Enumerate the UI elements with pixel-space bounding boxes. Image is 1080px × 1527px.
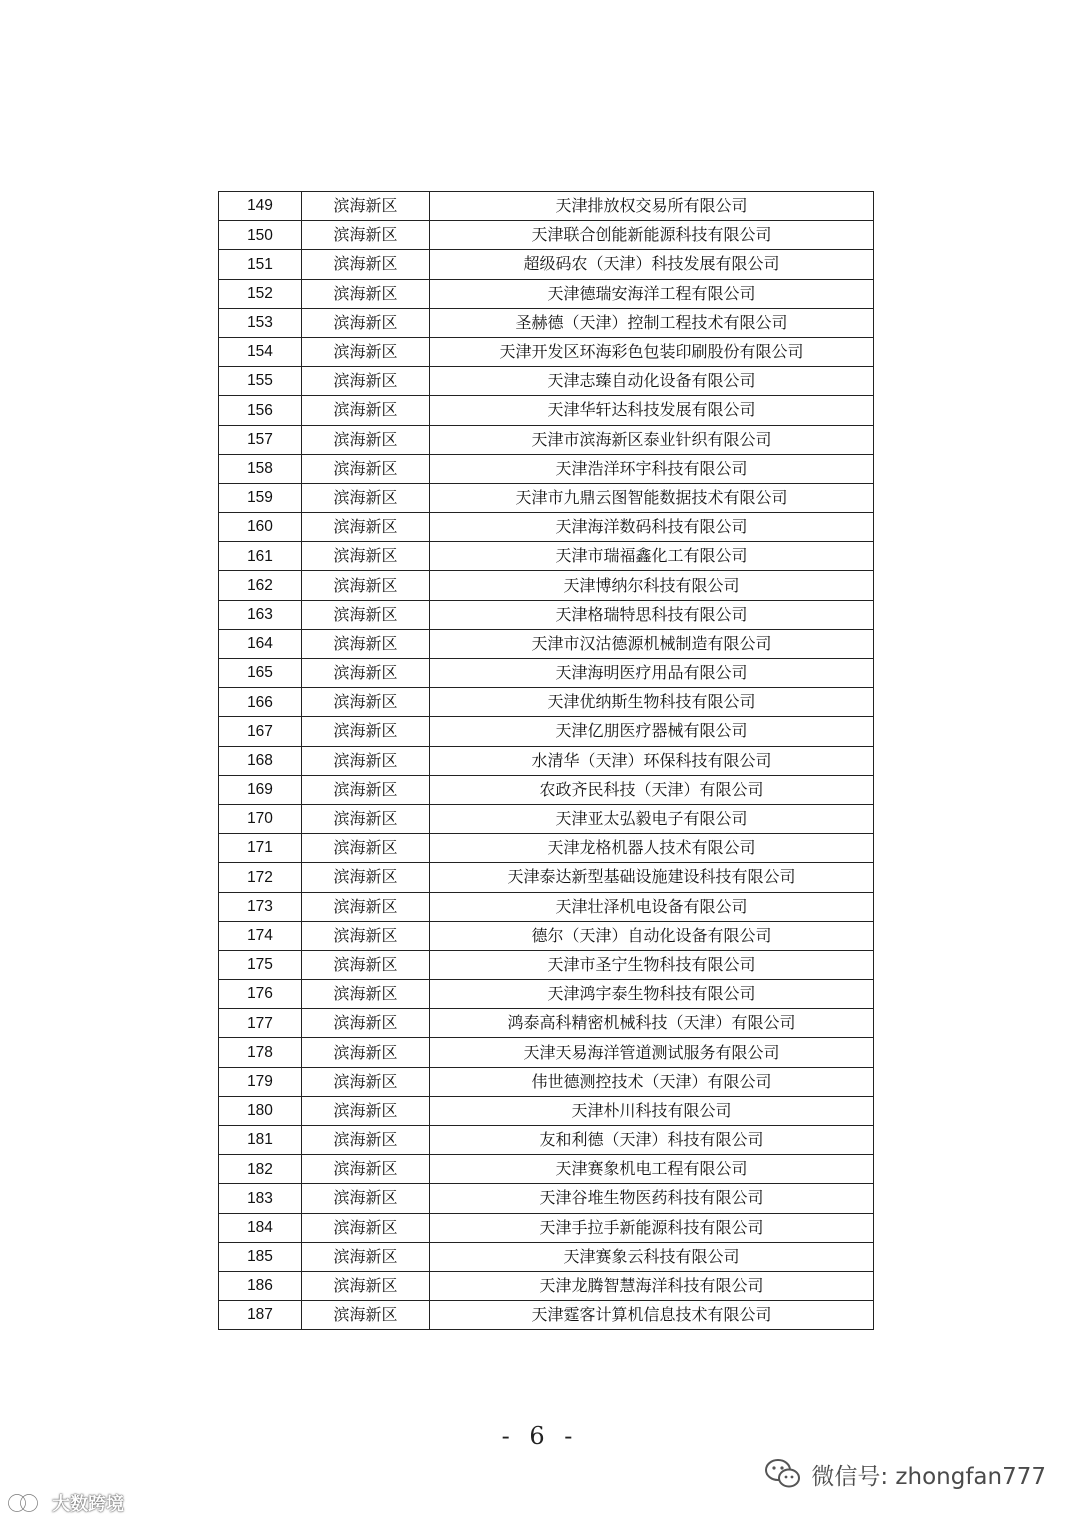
row-number-cell: 179 (219, 1067, 302, 1096)
district-cell: 滨海新区 (302, 688, 430, 717)
district-cell: 滨海新区 (302, 308, 430, 337)
row-number-cell: 173 (219, 892, 302, 921)
row-number-cell: 174 (219, 921, 302, 950)
table-row (219, 1126, 874, 1155)
district-cell: 滨海新区 (302, 1242, 430, 1271)
row-number-cell: 186 (219, 1271, 302, 1300)
row-number-cell: 168 (219, 746, 302, 775)
row-number-cell: 165 (219, 659, 302, 688)
wechat-icon (763, 1457, 803, 1491)
page-number: - 6 - (501, 1422, 579, 1450)
table-row (219, 921, 874, 950)
table-row (219, 1213, 874, 1242)
district-cell: 滨海新区 (302, 250, 430, 279)
table-row (219, 1009, 874, 1038)
table-row (219, 279, 874, 308)
company-name-cell: 天津手拉手新能源科技有限公司 (430, 1213, 874, 1242)
district-cell: 滨海新区 (302, 396, 430, 425)
table-row (219, 600, 874, 629)
district-cell: 滨海新区 (302, 542, 430, 571)
district-cell: 滨海新区 (302, 804, 430, 833)
row-number-cell: 155 (219, 367, 302, 396)
table-row (219, 1301, 874, 1330)
row-number-cell: 177 (219, 1009, 302, 1038)
row-number-cell: 151 (219, 250, 302, 279)
row-number-cell: 163 (219, 600, 302, 629)
row-number-cell: 184 (219, 1213, 302, 1242)
company-name-cell: 天津霆客计算机信息技术有限公司 (430, 1301, 874, 1330)
district-cell: 滨海新区 (302, 1126, 430, 1155)
company-name-cell: 天津朴川科技有限公司 (430, 1096, 874, 1125)
table-row (219, 629, 874, 658)
district-cell: 滨海新区 (302, 1038, 430, 1067)
company-name-cell: 天津排放权交易所有限公司 (430, 192, 874, 221)
company-name-cell: 天津市汉沽德源机械制造有限公司 (430, 629, 874, 658)
district-cell: 滨海新区 (302, 1009, 430, 1038)
table-row (219, 571, 874, 600)
company-name-cell: 超级码农（天津）科技发展有限公司 (430, 250, 874, 279)
table-row (219, 192, 874, 221)
company-name-cell: 天津海洋数码科技有限公司 (430, 513, 874, 542)
table-row (219, 863, 874, 892)
row-number-cell: 171 (219, 834, 302, 863)
table-row (219, 804, 874, 833)
district-cell: 滨海新区 (302, 600, 430, 629)
company-name-cell: 水清华（天津）环保科技有限公司 (430, 746, 874, 775)
row-number-cell: 157 (219, 425, 302, 454)
row-number-cell: 182 (219, 1155, 302, 1184)
row-number-cell: 183 (219, 1184, 302, 1213)
company-name-cell: 圣赫德（天津）控制工程技术有限公司 (430, 308, 874, 337)
company-name-cell: 天津亿朋医疗器械有限公司 (430, 717, 874, 746)
table-row (219, 513, 874, 542)
company-name-cell: 天津海明医疗用品有限公司 (430, 659, 874, 688)
table-row (219, 980, 874, 1009)
district-cell: 滨海新区 (302, 980, 430, 1009)
district-cell: 滨海新区 (302, 863, 430, 892)
table-row (219, 337, 874, 366)
company-name-cell: 天津亚太弘毅电子有限公司 (430, 804, 874, 833)
row-number-cell: 170 (219, 804, 302, 833)
table-row (219, 834, 874, 863)
row-number-cell: 162 (219, 571, 302, 600)
row-number-cell: 154 (219, 337, 302, 366)
row-number-cell: 149 (219, 192, 302, 221)
district-cell: 滨海新区 (302, 1271, 430, 1300)
table-row (219, 1096, 874, 1125)
wechat-id-text: 微信号: zhongfan777 (811, 1463, 1046, 1490)
table-row (219, 396, 874, 425)
district-cell: 滨海新区 (302, 950, 430, 979)
company-name-cell: 天津市圣宁生物科技有限公司 (430, 950, 874, 979)
row-number-cell: 164 (219, 629, 302, 658)
company-name-cell: 天津壮泽机电设备有限公司 (430, 892, 874, 921)
district-cell: 滨海新区 (302, 746, 430, 775)
row-number-cell: 158 (219, 454, 302, 483)
district-cell: 滨海新区 (302, 1067, 430, 1096)
company-name-cell: 天津龙腾智慧海洋科技有限公司 (430, 1271, 874, 1300)
row-number-cell: 185 (219, 1242, 302, 1271)
district-cell: 滨海新区 (302, 1301, 430, 1330)
company-list-table (218, 191, 874, 1330)
district-cell: 滨海新区 (302, 892, 430, 921)
district-cell: 滨海新区 (302, 571, 430, 600)
company-name-cell: 天津赛象机电工程有限公司 (430, 1155, 874, 1184)
district-cell: 滨海新区 (302, 1096, 430, 1125)
district-cell: 滨海新区 (302, 1213, 430, 1242)
row-number-cell: 159 (219, 483, 302, 512)
company-name-cell: 天津华轩达科技发展有限公司 (430, 396, 874, 425)
company-name-cell: 天津鸿宇泰生物科技有限公司 (430, 980, 874, 1009)
company-name-cell: 天津谷堆生物医药科技有限公司 (430, 1184, 874, 1213)
company-name-cell: 天津天易海洋管道测试服务有限公司 (430, 1038, 874, 1067)
table-row (219, 483, 874, 512)
row-number-cell: 176 (219, 980, 302, 1009)
table-row (219, 1271, 874, 1300)
table-row (219, 1184, 874, 1213)
district-cell: 滨海新区 (302, 717, 430, 746)
company-name-cell: 天津泰达新型基础设施建设科技有限公司 (430, 863, 874, 892)
row-number-cell: 180 (219, 1096, 302, 1125)
brand-watermark (8, 1490, 124, 1516)
wechat-watermark (763, 1457, 1046, 1491)
company-name-cell: 天津志臻自动化设备有限公司 (430, 367, 874, 396)
table-row (219, 1242, 874, 1271)
company-name-cell: 天津德瑞安海洋工程有限公司 (430, 279, 874, 308)
table-row (219, 950, 874, 979)
row-number-cell: 152 (219, 279, 302, 308)
table-row (219, 425, 874, 454)
company-name-cell: 天津格瑞特思科技有限公司 (430, 600, 874, 629)
row-number-cell: 187 (219, 1301, 302, 1330)
company-name-cell: 天津赛象云科技有限公司 (430, 1242, 874, 1271)
district-cell: 滨海新区 (302, 454, 430, 483)
company-name-cell: 天津开发区环海彩色包装印刷股份有限公司 (430, 337, 874, 366)
district-cell: 滨海新区 (302, 337, 430, 366)
company-name-cell: 天津联合创能新能源科技有限公司 (430, 221, 874, 250)
company-name-cell: 天津博纳尔科技有限公司 (430, 571, 874, 600)
table-row (219, 367, 874, 396)
table-row (219, 308, 874, 337)
district-cell: 滨海新区 (302, 513, 430, 542)
table-row (219, 1067, 874, 1096)
row-number-cell: 156 (219, 396, 302, 425)
company-name-cell: 天津市滨海新区泰业针织有限公司 (430, 425, 874, 454)
company-name-cell: 友和利德（天津）科技有限公司 (430, 1126, 874, 1155)
company-name-cell: 农政齐民科技（天津）有限公司 (430, 775, 874, 804)
table-row (219, 746, 874, 775)
district-cell: 滨海新区 (302, 775, 430, 804)
company-name-cell: 伟世德测控技术（天津）有限公司 (430, 1067, 874, 1096)
company-name-cell: 天津龙格机器人技术有限公司 (430, 834, 874, 863)
table-row (219, 542, 874, 571)
company-name-cell: 天津优纳斯生物科技有限公司 (430, 688, 874, 717)
district-cell: 滨海新区 (302, 192, 430, 221)
district-cell: 滨海新区 (302, 834, 430, 863)
row-number-cell: 172 (219, 863, 302, 892)
table-row (219, 892, 874, 921)
row-number-cell: 160 (219, 513, 302, 542)
company-name-cell: 德尔（天津）自动化设备有限公司 (430, 921, 874, 950)
table-row (219, 454, 874, 483)
company-name-cell: 天津浩洋环宇科技有限公司 (430, 454, 874, 483)
row-number-cell: 175 (219, 950, 302, 979)
row-number-cell: 178 (219, 1038, 302, 1067)
district-cell: 滨海新区 (302, 629, 430, 658)
district-cell: 滨海新区 (302, 1184, 430, 1213)
table-row (219, 221, 874, 250)
table-row (219, 1038, 874, 1067)
district-cell: 滨海新区 (302, 483, 430, 512)
row-number-cell: 153 (219, 308, 302, 337)
district-cell: 滨海新区 (302, 1155, 430, 1184)
table-row (219, 717, 874, 746)
row-number-cell: 161 (219, 542, 302, 571)
district-cell: 滨海新区 (302, 367, 430, 396)
district-cell: 滨海新区 (302, 921, 430, 950)
district-cell: 滨海新区 (302, 279, 430, 308)
row-number-cell: 167 (219, 717, 302, 746)
table-body (219, 192, 874, 1330)
table-row (219, 1155, 874, 1184)
district-cell: 滨海新区 (302, 425, 430, 454)
row-number-cell: 166 (219, 688, 302, 717)
district-cell: 滨海新区 (302, 221, 430, 250)
row-number-cell: 150 (219, 221, 302, 250)
row-number-cell: 181 (219, 1126, 302, 1155)
table-row (219, 659, 874, 688)
company-name-cell: 鸿泰高科精密机械科技（天津）有限公司 (430, 1009, 874, 1038)
table-row (219, 775, 874, 804)
row-number-cell: 169 (219, 775, 302, 804)
brand-text: 大数跨境 (52, 1494, 124, 1515)
brand-logo-icon (8, 1491, 48, 1515)
company-name-cell: 天津市瑞福鑫化工有限公司 (430, 542, 874, 571)
district-cell: 滨海新区 (302, 659, 430, 688)
table-row (219, 688, 874, 717)
table-row (219, 250, 874, 279)
company-name-cell: 天津市九鼎云图智能数据技术有限公司 (430, 483, 874, 512)
